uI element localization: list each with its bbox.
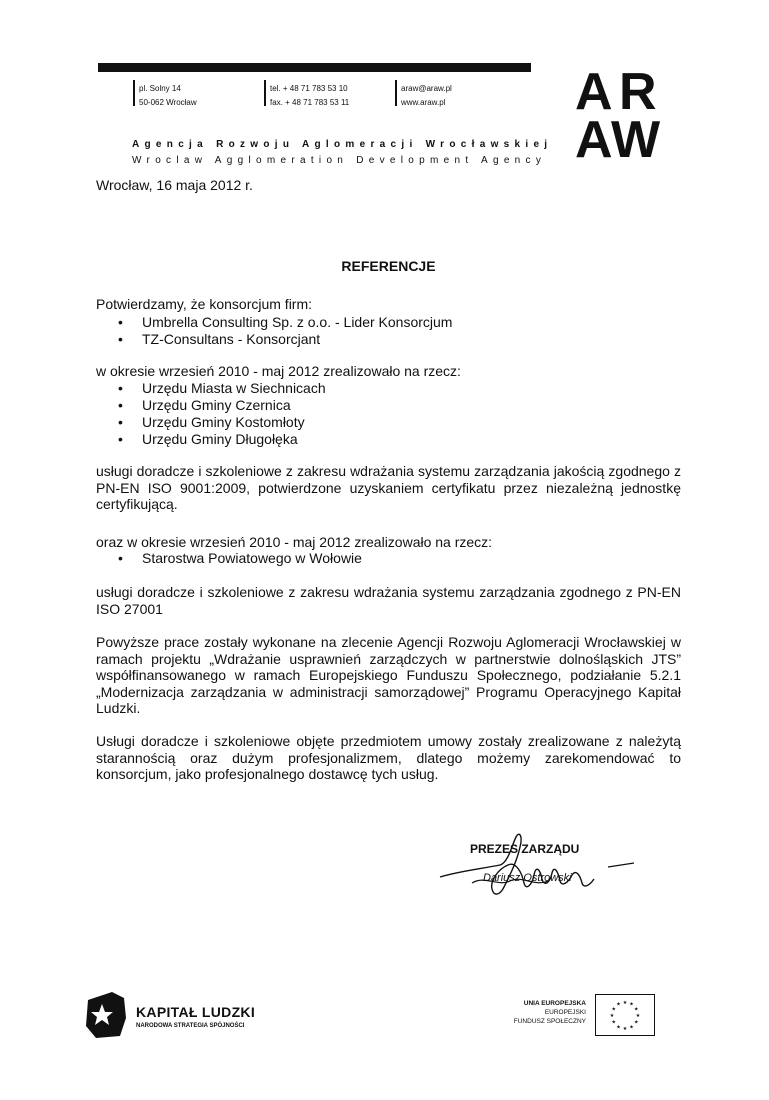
kapital-ludzki-logo	[82, 990, 130, 1040]
fax-number: fax. + 48 71 783 53 11	[270, 98, 350, 107]
agency-name-en: Wroclaw Agglomeration Development Agency	[132, 155, 547, 166]
letter-date: Wrocław, 16 maja 2012 r.	[96, 177, 253, 193]
address-block	[139, 82, 197, 110]
address-street: pl. Solny 14	[139, 84, 181, 93]
list-item: • Urzędu Gminy Długołęka	[118, 431, 326, 448]
list-item: • Starostwa Powiatowego w Wołowie	[118, 550, 362, 567]
header-bar	[98, 63, 531, 72]
project-paragraph: Powyższe prace zostały wykonane na zlecenie Agencji Rozwoju Aglomeracji Wrocławskiej w ramach projektu „Wdrażanie usprawnień zarządczych w partnerstwie dolnośląskich JTS” współfinansowanego w ramach Europejskiego Funduszu Społecznego, podziałanie 5.2.1 „Modernizacja zarządzania w administracji samorządowej” Programu Operacyjnego Kapitał Ludzki.	[96, 634, 681, 716]
svg-text:★: ★	[629, 1024, 634, 1031]
signature-role: PREZES ZARZĄDU	[470, 842, 580, 856]
email-address: araw@araw.pl	[401, 84, 452, 93]
svg-text:★: ★	[611, 1006, 616, 1013]
svg-text:★: ★	[629, 1001, 634, 1008]
header-divider	[264, 80, 266, 106]
eu-fund-label	[480, 999, 586, 1026]
logo-letter: A	[575, 63, 613, 121]
header-divider	[133, 80, 135, 106]
phone-number: tel. + 48 71 783 53 10	[270, 84, 348, 93]
agency-name-pl: Agencja Rozwoju Aglomeracji Wrocławskiej	[132, 139, 553, 150]
eu-line: EUROPEJSKI	[544, 1009, 586, 1016]
logo-letter: A	[575, 111, 613, 169]
logo-letter: R	[619, 63, 657, 121]
eu-line: UNIA EUROPEJSKA	[523, 1000, 586, 1007]
list-item: • TZ-Consultans - Konsorcjant	[118, 331, 452, 348]
website-address: www.araw.pl	[401, 98, 446, 107]
list-item: • Urzędu Miasta w Siechnicach	[118, 380, 326, 397]
period-paragraph: oraz w okresie wrzesień 2010 - maj 2012 zrealizowało na rzecz:	[96, 534, 493, 550]
svg-text:★: ★	[634, 1006, 639, 1013]
letter-title: REFERENCJE	[341, 258, 436, 274]
header-divider	[395, 80, 397, 106]
list-item: • Umbrella Consulting Sp. z o.o. - Lider Konsorcjum	[118, 314, 452, 331]
handwritten-signature	[430, 825, 640, 905]
list-item: • Urzędu Gminy Kostomłoty	[118, 414, 326, 431]
araw-logo	[575, 63, 665, 169]
intro-paragraph: Potwierdzamy, że konsorcjum firm:	[96, 296, 313, 312]
clients-list	[118, 380, 326, 448]
eu-line: FUNDUSZ SPOŁECZNY	[513, 1018, 586, 1025]
svg-text:★: ★	[622, 1026, 628, 1032]
logo-letter: W	[611, 111, 661, 169]
svg-text:★: ★	[611, 1019, 616, 1026]
svg-text:★: ★	[635, 1013, 641, 1019]
svg-text:★: ★	[616, 1024, 621, 1031]
consortium-list	[118, 314, 452, 348]
eu-flag-icon	[595, 994, 655, 1036]
period-paragraph: w okresie wrzesień 2010 - maj 2012 zrealizowało na rzecz:	[96, 363, 461, 379]
svg-text:★: ★	[609, 1013, 615, 1019]
list-item: • Urzędu Gminy Czernica	[118, 397, 326, 414]
clients-list	[118, 550, 362, 567]
svg-text:★: ★	[634, 1019, 639, 1026]
signature-name: Dariusz Ostrowski	[483, 872, 572, 884]
phone-block	[270, 82, 349, 110]
contact-block	[401, 82, 452, 110]
svg-text:★: ★	[622, 1000, 628, 1006]
address-city: 50-062 Wrocław	[139, 98, 197, 107]
kapital-ludzki-title: KAPITAŁ LUDZKI	[136, 1004, 256, 1020]
kapital-ludzki-subtitle: NARODOWA STRATEGIA SPÓJNOŚCI	[136, 1023, 245, 1029]
svg-text:★: ★	[616, 1001, 621, 1008]
services-paragraph: usługi doradcze i szkoleniowe z zakresu wdrażania systemu zarządzania zgodnego z PN-EN ISO 27001	[96, 584, 681, 617]
services-paragraph: usługi doradcze i szkoleniowe z zakresu wdrażania systemu zarządzania jakością zgodnego z PN-EN ISO 9001:2009, potwierdzone uzyskaniem certyfikatu przez niezależną jednostkę certyfikującą.	[96, 463, 681, 512]
closing-paragraph: Usługi doradcze i szkoleniowe objęte przedmiotem umowy zostały zrealizowane z należytą starannością oraz dużym profesjonalizmem, dlatego możemy zarekomendować to konsorcjum, jako profesjonalnego dostawcę tych usług.	[96, 733, 681, 782]
